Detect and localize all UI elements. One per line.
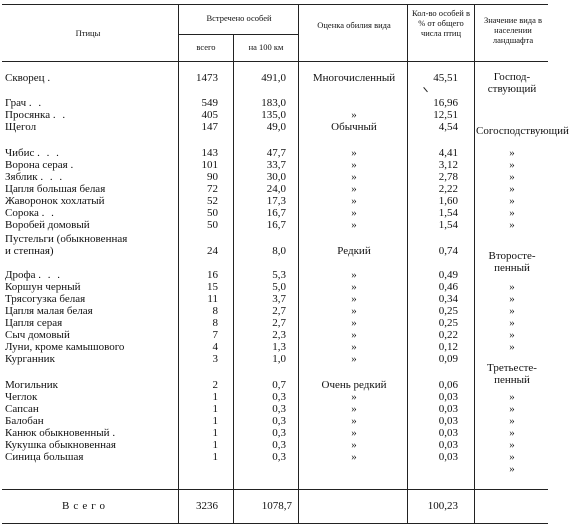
met-subheader-rule — [178, 34, 298, 35]
percent-of-total: 0,03 — [438, 439, 458, 451]
percent-of-total: 0,03 — [438, 403, 458, 415]
significance-ditto-mark: » — [509, 171, 515, 183]
table-row — [2, 159, 548, 171]
table-row — [2, 439, 548, 451]
count-per100: 2,3 — [272, 329, 286, 341]
significance-ditto-mark: » — [509, 427, 515, 439]
bird-name: Зяблик . . . — [5, 171, 65, 183]
bird-name: Луни, кроме камышового — [5, 341, 125, 353]
count-total: 90 — [207, 171, 218, 183]
percent-of-total: 1,54 — [438, 207, 458, 219]
abundance-rating: » — [351, 219, 357, 231]
count-total: 72 — [207, 183, 218, 195]
header-per100: на 100 км — [248, 42, 284, 52]
count-per100: 49,0 — [266, 121, 286, 133]
count-total: 1 — [212, 451, 218, 463]
percent-of-total: 0,03 — [438, 451, 458, 463]
count-total: 1473 — [196, 72, 218, 84]
total-percent: 100,23 — [427, 500, 458, 512]
count-per100: 1,0 — [272, 353, 286, 365]
total-top-rule — [2, 489, 548, 490]
count-per100: 135,0 — [261, 109, 286, 121]
significance-dominant: Господ-ствующий — [487, 71, 537, 95]
table-row — [2, 415, 548, 427]
bird-name: Жаворонок хохлатый — [5, 195, 105, 207]
count-per100: 1,3 — [272, 341, 286, 353]
abundance-rating: » — [351, 305, 357, 317]
significance-ditto-mark: » — [509, 329, 515, 341]
table-row — [2, 269, 548, 281]
bird-name: Сыч домовый — [5, 329, 70, 341]
significance-secondary: Второсте-пенный — [488, 250, 536, 274]
abundance-rating: » — [351, 391, 357, 403]
table-row — [2, 147, 548, 159]
table-row — [2, 195, 548, 207]
count-per100: 16,7 — [266, 219, 286, 231]
table-row — [2, 233, 548, 245]
significance-ditto-mark: » — [509, 341, 515, 353]
total-row — [2, 500, 548, 512]
table-row — [2, 183, 548, 195]
count-total: 1 — [212, 427, 218, 439]
abundance-rating: » — [351, 147, 357, 159]
abundance-rating: Обычный — [331, 121, 377, 133]
significance-ditto-mark: » — [509, 219, 515, 231]
table-row — [2, 207, 548, 219]
bird-name: Дрофа . . . — [5, 269, 63, 281]
count-total: 52 — [207, 195, 218, 207]
percent-of-total: 4,41 — [438, 147, 458, 159]
abundance-rating: » — [351, 341, 357, 353]
count-per100: 183,0 — [261, 97, 286, 109]
abundance-rating: » — [351, 109, 357, 121]
bird-name: Пустельги (обыкновенная — [5, 233, 128, 245]
count-per100: 5,0 — [272, 281, 286, 293]
abundance-rating: » — [351, 207, 357, 219]
significance-ditto-mark: » — [509, 281, 515, 293]
count-per100: 0,3 — [272, 451, 286, 463]
count-total: 50 — [207, 207, 218, 219]
percent-of-total: 3,12 — [438, 159, 458, 171]
table-row — [2, 403, 548, 415]
percent-of-total: 2,78 — [438, 171, 458, 183]
count-total: 101 — [201, 159, 218, 171]
significance-ditto-mark: » — [509, 183, 515, 195]
count-per100: 33,7 — [266, 159, 286, 171]
bird-name: Грач . . — [5, 97, 44, 109]
abundance-rating: » — [351, 293, 357, 305]
count-per100: 0,3 — [272, 415, 286, 427]
bird-name: Ворона серая . — [5, 159, 76, 171]
table-row — [2, 317, 548, 329]
count-per100: 8,0 — [272, 245, 286, 257]
table-row — [2, 305, 548, 317]
bird-name: Канюк обыкновенный . — [5, 427, 118, 439]
bird-name: Чеглок — [5, 391, 38, 403]
bird-name: Просянка . . — [5, 109, 68, 121]
significance-ditto-mark: » — [509, 463, 515, 475]
abundance-rating: » — [351, 329, 357, 341]
significance-ditto-mark: » — [509, 403, 515, 415]
count-per100: 0,3 — [272, 427, 286, 439]
abundance-rating: » — [351, 451, 357, 463]
percent-of-total: 0,46 — [438, 281, 458, 293]
count-total: 1 — [212, 403, 218, 415]
abundance-rating: Редкий — [337, 245, 371, 257]
count-total: 8 — [212, 305, 218, 317]
count-total: 24 — [207, 245, 218, 257]
table-row — [2, 245, 548, 257]
tick-mark — [423, 87, 428, 92]
bird-name: Трясогузка белая — [5, 293, 86, 305]
percent-of-total: 0,74 — [438, 245, 458, 257]
count-per100: 5,3 — [272, 269, 286, 281]
total-count: 3236 — [196, 500, 218, 512]
percent-of-total: 2,22 — [438, 183, 458, 195]
count-per100: 0,3 — [272, 439, 286, 451]
bird-name: Щегол — [5, 121, 37, 133]
table-row — [2, 171, 548, 183]
count-total: 143 — [201, 147, 218, 159]
abundance-rating: » — [351, 439, 357, 451]
header-bottom-rule — [2, 61, 548, 62]
percent-of-total: 0,06 — [438, 379, 458, 391]
percent-of-total: 0,34 — [438, 293, 458, 305]
abundance-rating: » — [351, 159, 357, 171]
count-total: 16 — [207, 269, 218, 281]
significance-ditto-mark: » — [509, 293, 515, 305]
abundance-rating: Очень редкий — [321, 379, 387, 391]
count-per100: 17,3 — [266, 195, 286, 207]
abundance-rating: » — [351, 281, 357, 293]
count-per100: 2,7 — [272, 317, 286, 329]
percent-of-total: 1,54 — [438, 219, 458, 231]
bird-name: и степная) — [5, 245, 54, 257]
significance-ditto-mark: » — [509, 317, 515, 329]
significance-ditto-mark: » — [509, 207, 515, 219]
bird-name: Кукушка обыкновенная — [5, 439, 116, 451]
abundance-rating: » — [351, 183, 357, 195]
table-row — [2, 219, 548, 231]
count-total: 8 — [212, 317, 218, 329]
significance-ditto-mark: » — [509, 451, 515, 463]
count-per100: 2,7 — [272, 305, 286, 317]
table-row — [2, 109, 548, 121]
count-total: 405 — [201, 109, 218, 121]
abundance-rating: » — [351, 269, 357, 281]
abundance-rating: Многочисленный — [312, 72, 396, 84]
bird-name: Коршун черный — [5, 281, 81, 293]
bird-name: Синица большая — [5, 451, 84, 463]
count-per100: 24,0 — [266, 183, 286, 195]
percent-of-total: 4,54 — [438, 121, 458, 133]
table-bottom-rule — [2, 523, 548, 524]
table-row — [2, 451, 548, 463]
bird-name: Воробей домовый — [5, 219, 90, 231]
count-total: 50 — [207, 219, 218, 231]
percent-of-total: 0,03 — [438, 391, 458, 403]
table-top-rule — [2, 4, 548, 5]
significance-ditto-mark: » — [509, 305, 515, 317]
count-per100: 0,7 — [272, 379, 286, 391]
header-total: всего — [196, 42, 216, 52]
header-abundance: Оценка обилия вида — [317, 20, 391, 30]
abundance-rating: » — [351, 195, 357, 207]
header-met: Встречено особей — [206, 13, 272, 23]
significance-tertiary: Третьесте-пенный — [487, 362, 537, 386]
significance-ditto-mark: » — [509, 415, 515, 427]
bird-name: Цапля малая белая — [5, 305, 93, 317]
header-percent: Кол-во особей в % от общего числа птиц — [412, 8, 470, 38]
count-total: 2 — [212, 379, 218, 391]
bird-name: Скворец . — [5, 72, 53, 84]
percent-of-total: 0,03 — [438, 415, 458, 427]
percent-of-total: 0,03 — [438, 427, 458, 439]
count-total: 15 — [207, 281, 218, 293]
percent-of-total: 45,51 — [433, 72, 458, 84]
count-total: 549 — [201, 97, 218, 109]
abundance-rating: » — [351, 317, 357, 329]
table-row — [2, 353, 548, 365]
significance-ditto-mark: » — [509, 159, 515, 171]
count-total: 1 — [212, 439, 218, 451]
count-total: 4 — [212, 341, 218, 353]
percent-of-total: 1,60 — [438, 195, 458, 207]
bird-name: Курганник — [5, 353, 55, 365]
count-per100: 3,7 — [272, 293, 286, 305]
bird-name: Цапля серая — [5, 317, 63, 329]
table-row — [2, 379, 548, 391]
table-row — [2, 97, 548, 109]
bird-name: Сорока . . — [5, 207, 56, 219]
table-row — [2, 72, 548, 84]
count-total: 7 — [212, 329, 218, 341]
bird-name: Сапсан — [5, 403, 39, 415]
header-significance: Значение вида в населении ландшафта — [483, 15, 543, 45]
abundance-rating: » — [351, 353, 357, 365]
bird-name: Чибис . . . — [5, 147, 61, 159]
total-per100: 1078,7 — [261, 500, 292, 512]
percent-of-total: 0,49 — [438, 269, 458, 281]
percent-of-total: 0,22 — [438, 329, 458, 341]
abundance-rating: » — [351, 171, 357, 183]
count-per100: 0,3 — [272, 391, 286, 403]
percent-of-total: 0,09 — [438, 353, 458, 365]
table-row — [2, 293, 548, 305]
significance-ditto-mark: » — [509, 391, 515, 403]
significance-ditto-mark: » — [509, 439, 515, 451]
percent-of-total: 16,96 — [433, 97, 458, 109]
percent-of-total: 0,25 — [438, 305, 458, 317]
count-total: 11 — [207, 293, 218, 305]
table-row — [2, 391, 548, 403]
percent-of-total: 0,25 — [438, 317, 458, 329]
bird-name: Балобан — [5, 415, 44, 427]
significance-codominant: Согосподствующий — [476, 125, 569, 137]
table-row — [2, 121, 548, 133]
count-per100: 16,7 — [266, 207, 286, 219]
table-row — [2, 341, 548, 353]
bird-census-table — [2, 2, 569, 526]
table-row — [2, 427, 548, 439]
total-label: Всего — [62, 500, 109, 512]
significance-ditto-mark: » — [509, 195, 515, 207]
percent-of-total: 12,51 — [433, 109, 458, 121]
table-row — [2, 281, 548, 293]
bird-name: Цапля большая белая — [5, 183, 106, 195]
count-total: 3 — [212, 353, 218, 365]
count-total: 147 — [201, 121, 218, 133]
count-per100: 0,3 — [272, 403, 286, 415]
percent-of-total: 0,12 — [438, 341, 458, 353]
bird-name: Могильник — [5, 379, 59, 391]
count-total: 1 — [212, 391, 218, 403]
significance-ditto-mark: » — [509, 147, 515, 159]
count-per100: 491,0 — [261, 72, 286, 84]
abundance-rating: » — [351, 415, 357, 427]
header-birds: Птицы — [75, 28, 101, 38]
abundance-rating: » — [351, 427, 357, 439]
count-total: 1 — [212, 415, 218, 427]
abundance-rating: » — [351, 403, 357, 415]
count-per100: 47,7 — [266, 147, 286, 159]
table-row — [2, 329, 548, 341]
count-per100: 30,0 — [266, 171, 286, 183]
